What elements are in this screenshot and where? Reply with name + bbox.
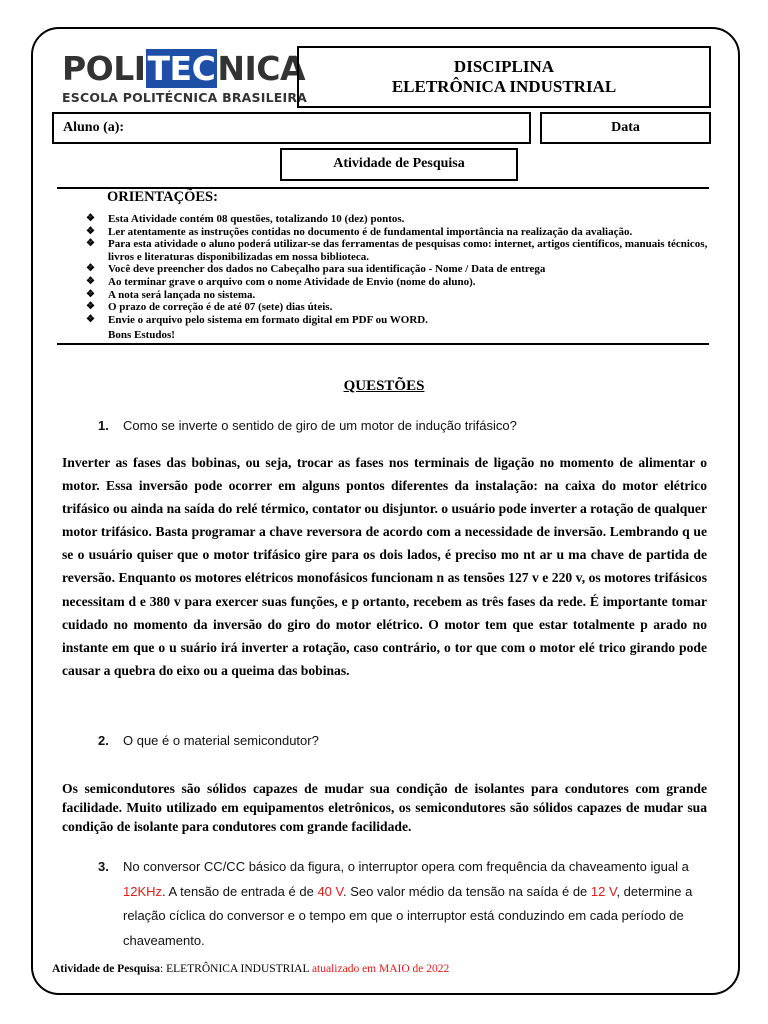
student-name-field[interactable] <box>52 112 531 144</box>
list-item: ❖ A nota será lançada no sistema. <box>86 289 711 302</box>
question-3 <box>98 855 708 953</box>
date-field[interactable] <box>540 112 711 144</box>
output-voltage-value: 12 V <box>590 883 617 899</box>
activity-type-box <box>280 148 518 181</box>
question-number: 1. <box>98 418 109 433</box>
page-footer: Atividade de Pesquisa: ELETRÔNICA INDUSTRIAL atualizado em MAIO de 2022 <box>52 963 450 975</box>
list-item: ❖ Para esta atividade o aluno poderá utilizar-se das ferramentas de pesquisas como: internet, artigos científicos, manuais técnicos, livros e literaturas disponibilizadas em nossa biblioteca. <box>86 238 711 263</box>
answer-1: Inverter as fases das bobinas, ou seja, trocar as fases nos terminais de ligação no momento de alimentar o motor. Essa inversão pode ocorrer em alguns pontos diferentes da instalação: na caixa do motor elétrico trifásico ou ainda na saída do relé térmico, contator ou disjuntor. o usuário pode inverter a rotação de qualquer motor trifásico. Basta programar a chave reversora de acordo com a necessidade de inversão. Lembrando q ue se o usuário quiser que o motor trifásico gire para os dois lados, é preciso mo nt ar u ma chave de partida de reversão. Enquanto os motores elétricos monofásicos funcionam n as tensões 127 v e 220 v, os motores trifásicos necessitam d e 380 v para exercer suas funções, e p ortanto, recebem as três fases da rede. É importante tomar cuidado no momento da inversão do giro do motor elétrico. O motor tem que estar totalmente p arado no instante em que o u suário irá inverter a rotação, caso contrário, o tor que com o motor elé trico girando pode causar a quebra do eixo ou a queima das bobinas. <box>62 455 707 678</box>
question-2 <box>98 733 698 748</box>
question-text: O que é o material semicondutor? <box>123 733 319 748</box>
question-number: 3. <box>98 859 109 874</box>
list-item: ❖ Ao terminar grave o arquivo com o nome Atividade de Envio (nome do aluno). <box>86 276 711 289</box>
politecnica-logo <box>62 49 308 105</box>
input-voltage-value: 40 V <box>317 883 343 899</box>
frequency-value: 12KHz <box>123 883 163 899</box>
activity-label: Atividade de Pesquisa <box>333 156 465 171</box>
orientations-title: ORIENTAÇÕES: <box>107 189 218 205</box>
footer-subject: ELETRÔNICA INDUSTRIAL <box>166 963 310 975</box>
question-text: Como se inverte o sentido de giro de um motor de indução trifásico? <box>123 418 517 433</box>
footer-label: Atividade de Pesquisa <box>52 963 160 975</box>
student-label: Aluno (a): <box>63 120 125 135</box>
list-item: ❖ Ler atentamente as instruções contidas no documento é de fundamental importância na realização da avaliação. <box>86 226 711 239</box>
list-item: ❖ Esta Atividade contém 08 questões, totalizando 10 (dez) pontos. <box>86 213 711 226</box>
bottom-divider <box>57 343 709 345</box>
orientations-list <box>86 213 711 326</box>
list-item: ❖ Você deve preencher dos dados no Cabeçalho para sua identificação - Nome / Data de entrega <box>86 263 711 276</box>
discipline-name: ELETRÔNICA INDUSTRIAL <box>391 77 617 96</box>
logo-wordmark: POLITECNICA <box>62 49 305 88</box>
logo-subtitle: ESCOLA POLITÉCNICA BRASILEIRA <box>62 90 308 105</box>
footer-updated: atualizado em MAIO de 2022 <box>309 963 450 975</box>
question-text: No conversor CC/CC básico da figura, o interruptor opera com frequência da chaveamento igual a 12KHz. A tensão de entrada é de 40 V. Seo valor médio da tensão na saída é de 12 V, determine a relação cíclica do conversor e o tempo em que o interruptor está conduzindo em cada período de chaveamento. <box>123 859 693 948</box>
question-number: 2. <box>98 733 109 748</box>
date-label: Data <box>611 120 640 135</box>
list-item: ❖ O prazo de correção é de até 07 (sete) dias úteis. <box>86 301 711 314</box>
list-item: ❖ Envie o arquivo pelo sistema em formato digital em PDF ou WORD. <box>86 314 711 327</box>
question-1 <box>98 418 698 433</box>
discipline-label: DISCIPLINA <box>453 57 555 76</box>
questions-heading: QUESTÕES <box>343 378 425 394</box>
closing-text: Bons Estudos! <box>108 329 175 341</box>
answer-2: Os semicondutores são sólidos capazes de mudar sua condição de isolantes para condutores com grande facilidade. Muito utilizado em equipamentos eletrônicos, os semicondutores são sólidos capazes de mudar sua condição de isolante para condutores com grande facilidade. <box>62 781 707 834</box>
discipline-box <box>297 46 711 108</box>
